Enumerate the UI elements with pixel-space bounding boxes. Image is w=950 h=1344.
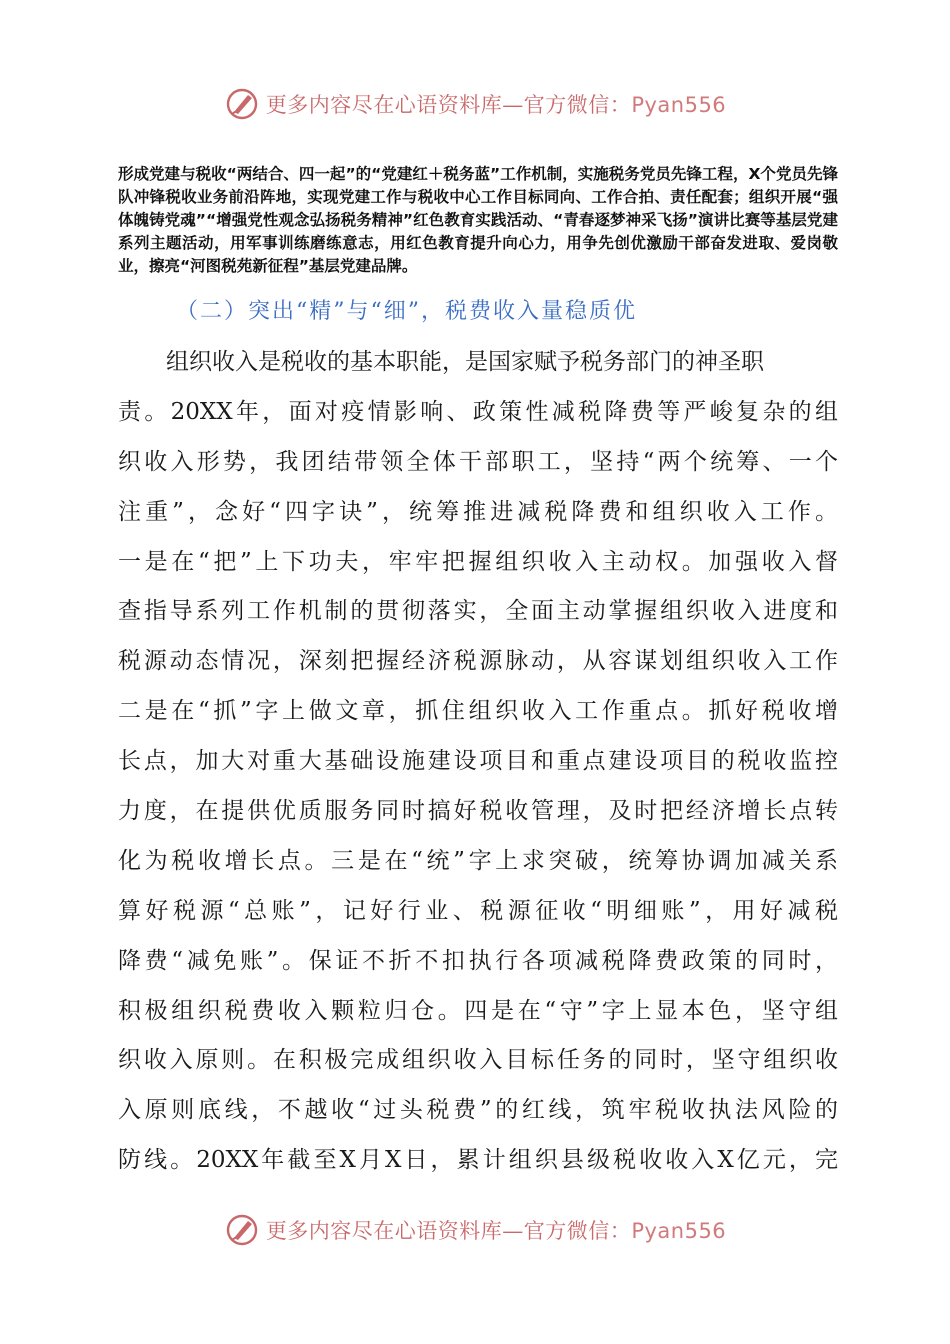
body-line: 注重”，念好“四字诀”，统筹推进减税降费和组织收入工作。 — [118, 498, 838, 525]
body-line: 查指导系列工作机制的贯彻落实，全面主动掌握组织收入进度和 — [118, 598, 838, 625]
body-line: 税源动态情况，深刻把握经济税源脉动，从容谋划组织收入工作 — [118, 648, 838, 675]
watermark-text: 更多内容尽在心语资料库—官方微信：Pyan556 — [265, 1219, 727, 1243]
watermark-text: 更多内容尽在心语资料库—官方微信：Pyan556 — [265, 93, 727, 117]
body-line: 防线。20XX年截至X月X日，累计组织县级税收收入X亿元，完 — [118, 1147, 838, 1174]
body-line: 织收入形势，我团结带领全体干部职工，坚持“两个统筹、一个 — [118, 448, 838, 475]
section-heading: （二）突出“精”与“细”，税费收入量稳质优 — [176, 299, 637, 324]
body-line: 责。20XX年，面对疫情影响、政策性减税降费等严峻复杂的组 — [118, 398, 838, 425]
footer-watermark — [0, 1210, 950, 1250]
body-line: 力度，在提供优质服务同时搞好税收管理，及时把经济增长点转 — [118, 798, 838, 825]
body-paragraph — [118, 338, 838, 1186]
intro-text: 形成党建与税收“两结合、四一起”的“党建红＋税务蓝”工作机制，实施税务党员先锋工程，X个党员先锋队冲锋税收业务前沿阵地，实现党建工作与税收中心工作目标同向、工作合拍、责任配套；组织开展“强体魄铸党魂”“增强党性观念弘扬税务精神”红色教育实践活动、“青春逐梦神采飞扬”演讲比赛等基层党建系列主题活动，用军事训练磨练意志，用红色教育提升向心力，用争先创优激励干部奋发进取、爱岗敬业，擦亮“河图税苑新征程”基层党建品牌。 — [118, 165, 838, 275]
body-line: 织收入原则。在积极完成组织收入目标任务的同时，坚守组织收 — [118, 1047, 838, 1074]
body-line: 长点，加大对重大基础设施建设项目和重点建设项目的税收监控 — [118, 748, 838, 775]
header-watermark — [0, 84, 950, 124]
brush-logo-icon — [224, 1212, 260, 1248]
body-line: 入原则底线，不越收“过头税费”的红线，筑牢税收执法风险的 — [118, 1097, 838, 1124]
body-line: 一是在“把”上下功夫，牢牢把握组织收入主动权。加强收入督 — [118, 548, 838, 575]
body-line: 降费“减免账”。保证不折不扣执行各项减税降费政策的同时， — [118, 947, 838, 974]
body-line: 积极组织税费收入颗粒归仓。四是在“守”字上显本色，坚守组 — [118, 997, 838, 1024]
brush-logo-icon — [224, 86, 260, 122]
body-line: 二是在“抓”字上做文章，抓住组织收入工作重点。抓好税收增 — [118, 698, 838, 725]
intro-paragraph — [118, 163, 838, 278]
body-line: 化为税收增长点。三是在“统”字上求突破，统筹协调加减关系 — [118, 847, 838, 874]
body-line: 算好税源“总账”，记好行业、税源征收“明细账”，用好减税 — [118, 897, 838, 924]
body-line: 组织收入是税收的基本职能，是国家赋予税务部门的神圣职 — [166, 349, 764, 375]
